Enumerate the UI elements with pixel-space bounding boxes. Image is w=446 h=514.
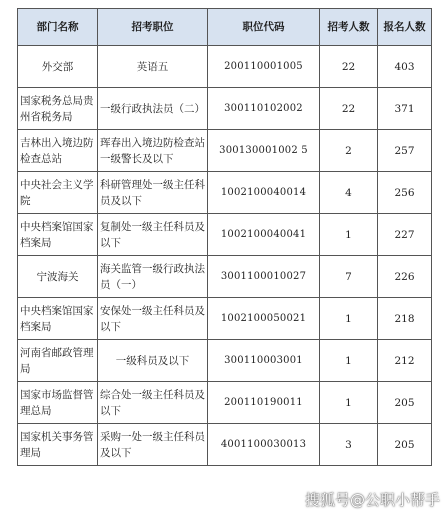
table-row bbox=[18, 214, 432, 256]
watermark: 搜狐号@公职小帮手 bbox=[304, 491, 440, 509]
table-row bbox=[18, 172, 432, 214]
cell-applicants: 226 bbox=[378, 256, 432, 298]
cell-code: 300110003001 bbox=[208, 340, 320, 382]
applicant-table bbox=[17, 8, 432, 466]
cell-applicants: 257 bbox=[378, 130, 432, 172]
table-row bbox=[18, 382, 432, 424]
cell-quota: 1 bbox=[320, 214, 378, 256]
cell-quota: 4 bbox=[320, 172, 378, 214]
cell-applicants: 227 bbox=[378, 214, 432, 256]
cell-code: 3001100010027 bbox=[208, 256, 320, 298]
table-row bbox=[18, 46, 432, 88]
header-row bbox=[18, 9, 432, 46]
table-row bbox=[18, 424, 432, 466]
cell-dept: 国家市场监督管理总局 bbox=[18, 382, 98, 424]
cell-applicants: 218 bbox=[378, 298, 432, 340]
cell-position: 英语五 bbox=[98, 46, 208, 88]
cell-position: 一级科员及以下 bbox=[98, 340, 208, 382]
cell-position: 安保处一级主任科员及以下 bbox=[98, 298, 208, 340]
cell-quota: 1 bbox=[320, 298, 378, 340]
cell-code: 1002100040041 bbox=[208, 214, 320, 256]
cell-dept: 河南省邮政管理局 bbox=[18, 340, 98, 382]
cell-quota: 22 bbox=[320, 88, 378, 130]
table-row bbox=[18, 88, 432, 130]
cell-dept: 国家税务总局贵州省税务局 bbox=[18, 88, 98, 130]
cell-code: 1002100040014 bbox=[208, 172, 320, 214]
cell-position: 一级行政执法员（二） bbox=[98, 88, 208, 130]
header-dept: 部门名称 bbox=[18, 9, 98, 46]
cell-dept: 国家机关事务管理局 bbox=[18, 424, 98, 466]
header-applicants: 报名人数 bbox=[378, 9, 432, 46]
cell-applicants: 371 bbox=[378, 88, 432, 130]
header-code: 职位代码 bbox=[208, 9, 320, 46]
cell-quota: 7 bbox=[320, 256, 378, 298]
cell-dept: 吉林出入境边防检查总站 bbox=[18, 130, 98, 172]
cell-dept: 外交部 bbox=[18, 46, 98, 88]
cell-quota: 1 bbox=[320, 340, 378, 382]
cell-dept: 中央社会主义学院 bbox=[18, 172, 98, 214]
table-row bbox=[18, 130, 432, 172]
cell-code: 1002100050021 bbox=[208, 298, 320, 340]
cell-code: 200110190011 bbox=[208, 382, 320, 424]
cell-position: 科研管理处一级主任科员及以下 bbox=[98, 172, 208, 214]
cell-quota: 2 bbox=[320, 130, 378, 172]
header-quota: 招考人数 bbox=[320, 9, 378, 46]
cell-applicants: 256 bbox=[378, 172, 432, 214]
cell-code: 300130001002 5 bbox=[208, 130, 320, 172]
cell-position: 复制处一级主任科员及以下 bbox=[98, 214, 208, 256]
cell-position: 珲春出入境边防检查站一级警长及以下 bbox=[98, 130, 208, 172]
cell-quota: 3 bbox=[320, 424, 378, 466]
cell-code: 200110001005 bbox=[208, 46, 320, 88]
cell-code: 4001100030013 bbox=[208, 424, 320, 466]
cell-applicants: 205 bbox=[378, 382, 432, 424]
cell-position: 综合处一级主任科员及以下 bbox=[98, 382, 208, 424]
cell-applicants: 403 bbox=[378, 46, 432, 88]
cell-code: 300110102002 bbox=[208, 88, 320, 130]
cell-quota: 1 bbox=[320, 382, 378, 424]
cell-applicants: 212 bbox=[378, 340, 432, 382]
cell-dept: 中央档案馆国家档案局 bbox=[18, 298, 98, 340]
cell-dept: 中央档案馆国家档案局 bbox=[18, 214, 98, 256]
cell-position: 海关监管一级行政执法员（一） bbox=[98, 256, 208, 298]
table-row bbox=[18, 298, 432, 340]
table-row bbox=[18, 256, 432, 298]
cell-dept: 宁波海关 bbox=[18, 256, 98, 298]
cell-quota: 22 bbox=[320, 46, 378, 88]
table-row bbox=[18, 340, 432, 382]
header-position: 招考职位 bbox=[98, 9, 208, 46]
cell-position: 采购一处一级主任科员及以下 bbox=[98, 424, 208, 466]
cell-applicants: 205 bbox=[378, 424, 432, 466]
